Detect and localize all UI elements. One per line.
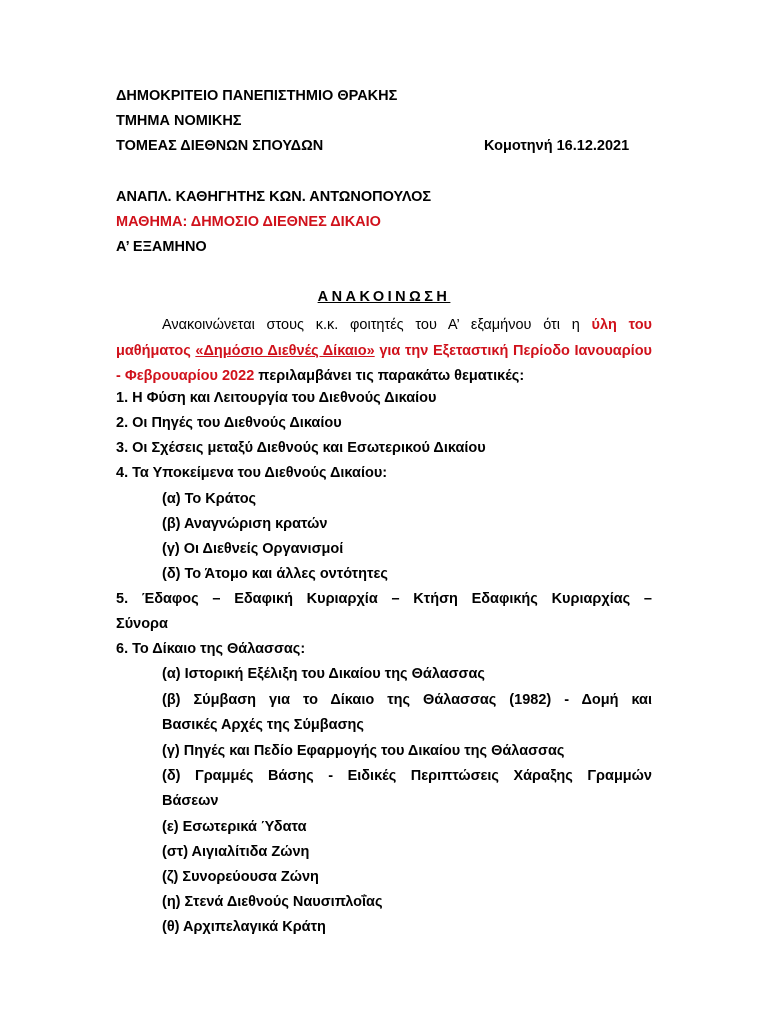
topic-3: 3. Οι Σχέσεις μεταξύ Διεθνούς και Εσωτερικού Δικαίου (116, 440, 486, 456)
topic-4a: (α) Το Κράτος (162, 491, 257, 507)
topic-6: 6. Το Δίκαιο της Θάλασσας: (116, 641, 306, 657)
intro-red-3: για την Εξεταστική Περίοδο Ιανουαρίου - Φεβρουαρίου 2022 (116, 342, 652, 384)
topic-6e: (ε) Εσωτερικά Ύδατα (162, 819, 307, 835)
intro-red-1: ύλη του μαθήματος (116, 317, 652, 359)
topic-6st: (στ) Αιγιαλίτιδα Ζώνη (162, 844, 310, 860)
topic-5-line-2: Σύνορα (116, 616, 168, 632)
course-title: ΜΑΘΗΜΑ: ΔΗΜΟΣΙΟ ΔΙΕΘΝΕΣ ΔΙΚΑΙΟ (116, 214, 381, 230)
topic-4d: (δ) Το Άτομο και άλλες οντότητες (162, 566, 388, 582)
announcement-title: ΑΝΑΚΟΙΝΩΣΗ (317, 289, 451, 305)
topic-6c: (γ) Πηγές και Πεδίο Εφαρμογής του Δικαίου της Θάλασσας (162, 743, 565, 759)
topic-6d-line-2: Βάσεων (162, 793, 219, 809)
department-name: ΤΜΗΜΑ ΝΟΜΙΚΗΣ (116, 113, 242, 129)
topic-6a: (α) Ιστορική Εξέλιξη του Δικαίου της Θάλασσας (162, 666, 485, 682)
topic-2: 2. Οι Πηγές του Διεθνούς Δικαίου (116, 415, 342, 431)
topic-4b: (β) Αναγνώριση κρατών (162, 516, 328, 532)
topic-6b-line-1: (β) Σύμβαση για το Δίκαιο της Θάλασσας (1982) - Δομή και (162, 692, 652, 708)
professor-name: ΑΝΑΠΛ. ΚΑΘΗΓΗΤΗΣ ΚΩΝ. ΑΝΤΩΝΟΠΟΥΛΟΣ (116, 189, 432, 205)
topic-4: 4. Τα Υποκείμενα του Διεθνούς Δικαίου: (116, 465, 388, 481)
topic-6d-line-1: (δ) Γραμμές Βάσης - Ειδικές Περιπτώσεις Χάραξης Γραμμών (162, 768, 652, 784)
topic-6h: (η) Στενά Διεθνούς Ναυσιπλοΐας (162, 894, 383, 910)
topic-5-line-1: 5. Έδαφος – Εδαφική Κυριαρχία – Κτήση Εδαφικής Κυριαρχίας – (116, 591, 652, 607)
university-name: ΔΗΜΟΚΡΙΤΕΙΟ ΠΑΝΕΠΙΣΤΗΜΙΟ ΘΡΑΚΗΣ (116, 88, 398, 104)
topic-6z: (ζ) Συνορεύουσα Ζώνη (162, 869, 319, 885)
intro-tail: περιλαμβάνει τις παρακάτω θεματικές: (254, 368, 525, 384)
announcement-intro (116, 313, 652, 390)
topic-1: 1. Η Φύση και Λειτουργία του Διεθνούς Δικαίου (116, 390, 437, 406)
semester-label: Α’ ΕΞΑΜΗΝΟ (116, 239, 207, 255)
topic-6th: (θ) Αρχιπελαγικά Κράτη (162, 919, 326, 935)
topic-6b-line-2: Βασικές Αρχές της Σύμβασης (162, 717, 364, 733)
intro-plain: Ανακοινώνεται στους κ.κ. φοιτητές του Α’ εξαμήνου ότι η (162, 317, 592, 333)
sector-name: ΤΟΜΕΑΣ ΔΙΕΘΝΩΝ ΣΠΟΥΔΩΝ (116, 138, 324, 154)
intro-course-name: «Δημόσιο Διεθνές Δίκαιο» (195, 342, 375, 359)
topic-4c: (γ) Οι Διεθνείς Οργανισμοί (162, 541, 344, 557)
place-date: Κομοτηνή 16.12.2021 (484, 138, 630, 154)
